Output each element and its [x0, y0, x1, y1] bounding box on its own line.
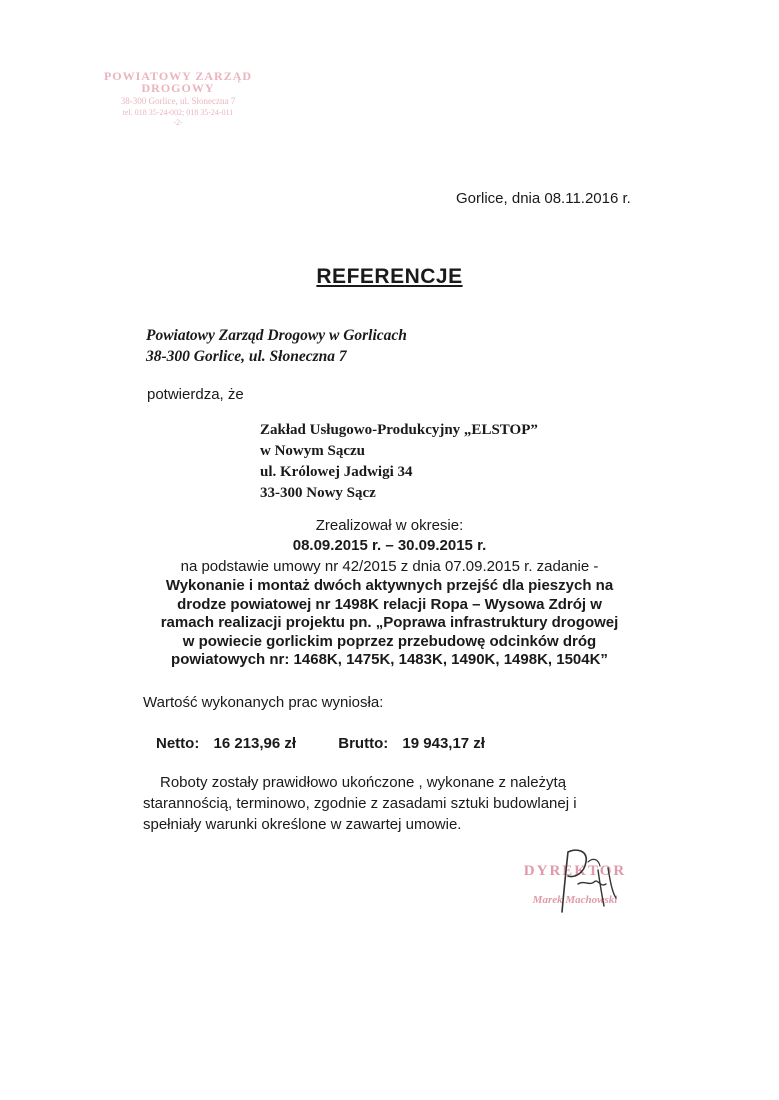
stamp-line-5: -2- [173, 118, 183, 127]
realization-period: 08.09.2015 r. – 30.09.2015 r. [292, 537, 487, 554]
director-role: DYREKTOR [523, 863, 627, 879]
task-description [100, 577, 679, 670]
brutto-value: 19 943,17 zł [402, 735, 485, 752]
issuer-address: 38-300 Gorlice, ul. Słoneczna 7 [146, 348, 347, 365]
task-line: drodze powiatowej nr 1498K relacji Ropa – Wysowa Zdrój w [177, 595, 602, 613]
value-label: Wartość wykonanych prac wyniosła: [143, 694, 384, 711]
closing-paragraph [143, 772, 663, 835]
closing-line-2: starannością, terminowo, zgodnie z zasadami sztuki budowlanej i [143, 795, 577, 812]
amounts-row [156, 735, 485, 752]
closing-line-3: spełniały warunki określone w zawartej umowie. [143, 816, 462, 833]
contract-text: na podstawie umowy nr 42/2015 z dnia 07.09.2015 r. zadanie - [180, 558, 599, 575]
confirms-text: potwierdza, że [147, 386, 244, 403]
company-block [260, 420, 538, 504]
issuer-name: Powiatowy Zarząd Drogowy w Gorlicach [146, 327, 407, 344]
company-name: Zakład Usługowo-Produkcyjny „ELSTOP” [260, 422, 538, 438]
handwritten-signature [528, 840, 638, 920]
stamp-line-1: POWIATOWY ZARZĄD [103, 69, 253, 83]
netto-value: 16 213,96 zł [213, 735, 297, 752]
task-line: Wykonanie i montaż dwóch aktywnych przejść dla pieszych na [165, 577, 614, 594]
document-title: REFERENCJE [316, 265, 463, 288]
company-city: w Nowym Sączu [260, 443, 365, 459]
office-stamp [88, 70, 268, 127]
task-line: powiatowych nr: 1468K, 1475K, 1483K, 1490K, 1498K, 1504K” [171, 651, 608, 668]
document-date: Gorlice, dnia 08.11.2016 r. [456, 190, 631, 207]
task-line: ramach realizacji projektu pn. „Poprawa infrastruktury drogowej [160, 614, 619, 631]
director-name: Marek Machowski [532, 894, 618, 906]
brutto-label: Brutto: [338, 735, 389, 752]
stamp-line-4: tel. 018 35-24-002; 018 35-24-011 [122, 108, 234, 117]
company-postal: 33-300 Nowy Sącz [260, 485, 376, 501]
company-street: ul. Królowej Jadwigi 34 [260, 464, 413, 480]
netto-label: Netto: [156, 735, 200, 752]
stamp-line-3: 38-300 Gorlice, ul. Słoneczna 7 [120, 96, 236, 106]
stamp-line-2: DROGOWY [141, 81, 215, 95]
closing-line-1: Roboty zostały prawidłowo ukończone , wykonane z należytą [160, 774, 567, 791]
task-line: w powiecie gorlickim poprzez przebudowę odcinków dróg [182, 632, 597, 650]
issuer-block [146, 325, 407, 367]
realization-intro: Zrealizował w okresie: [315, 517, 464, 534]
